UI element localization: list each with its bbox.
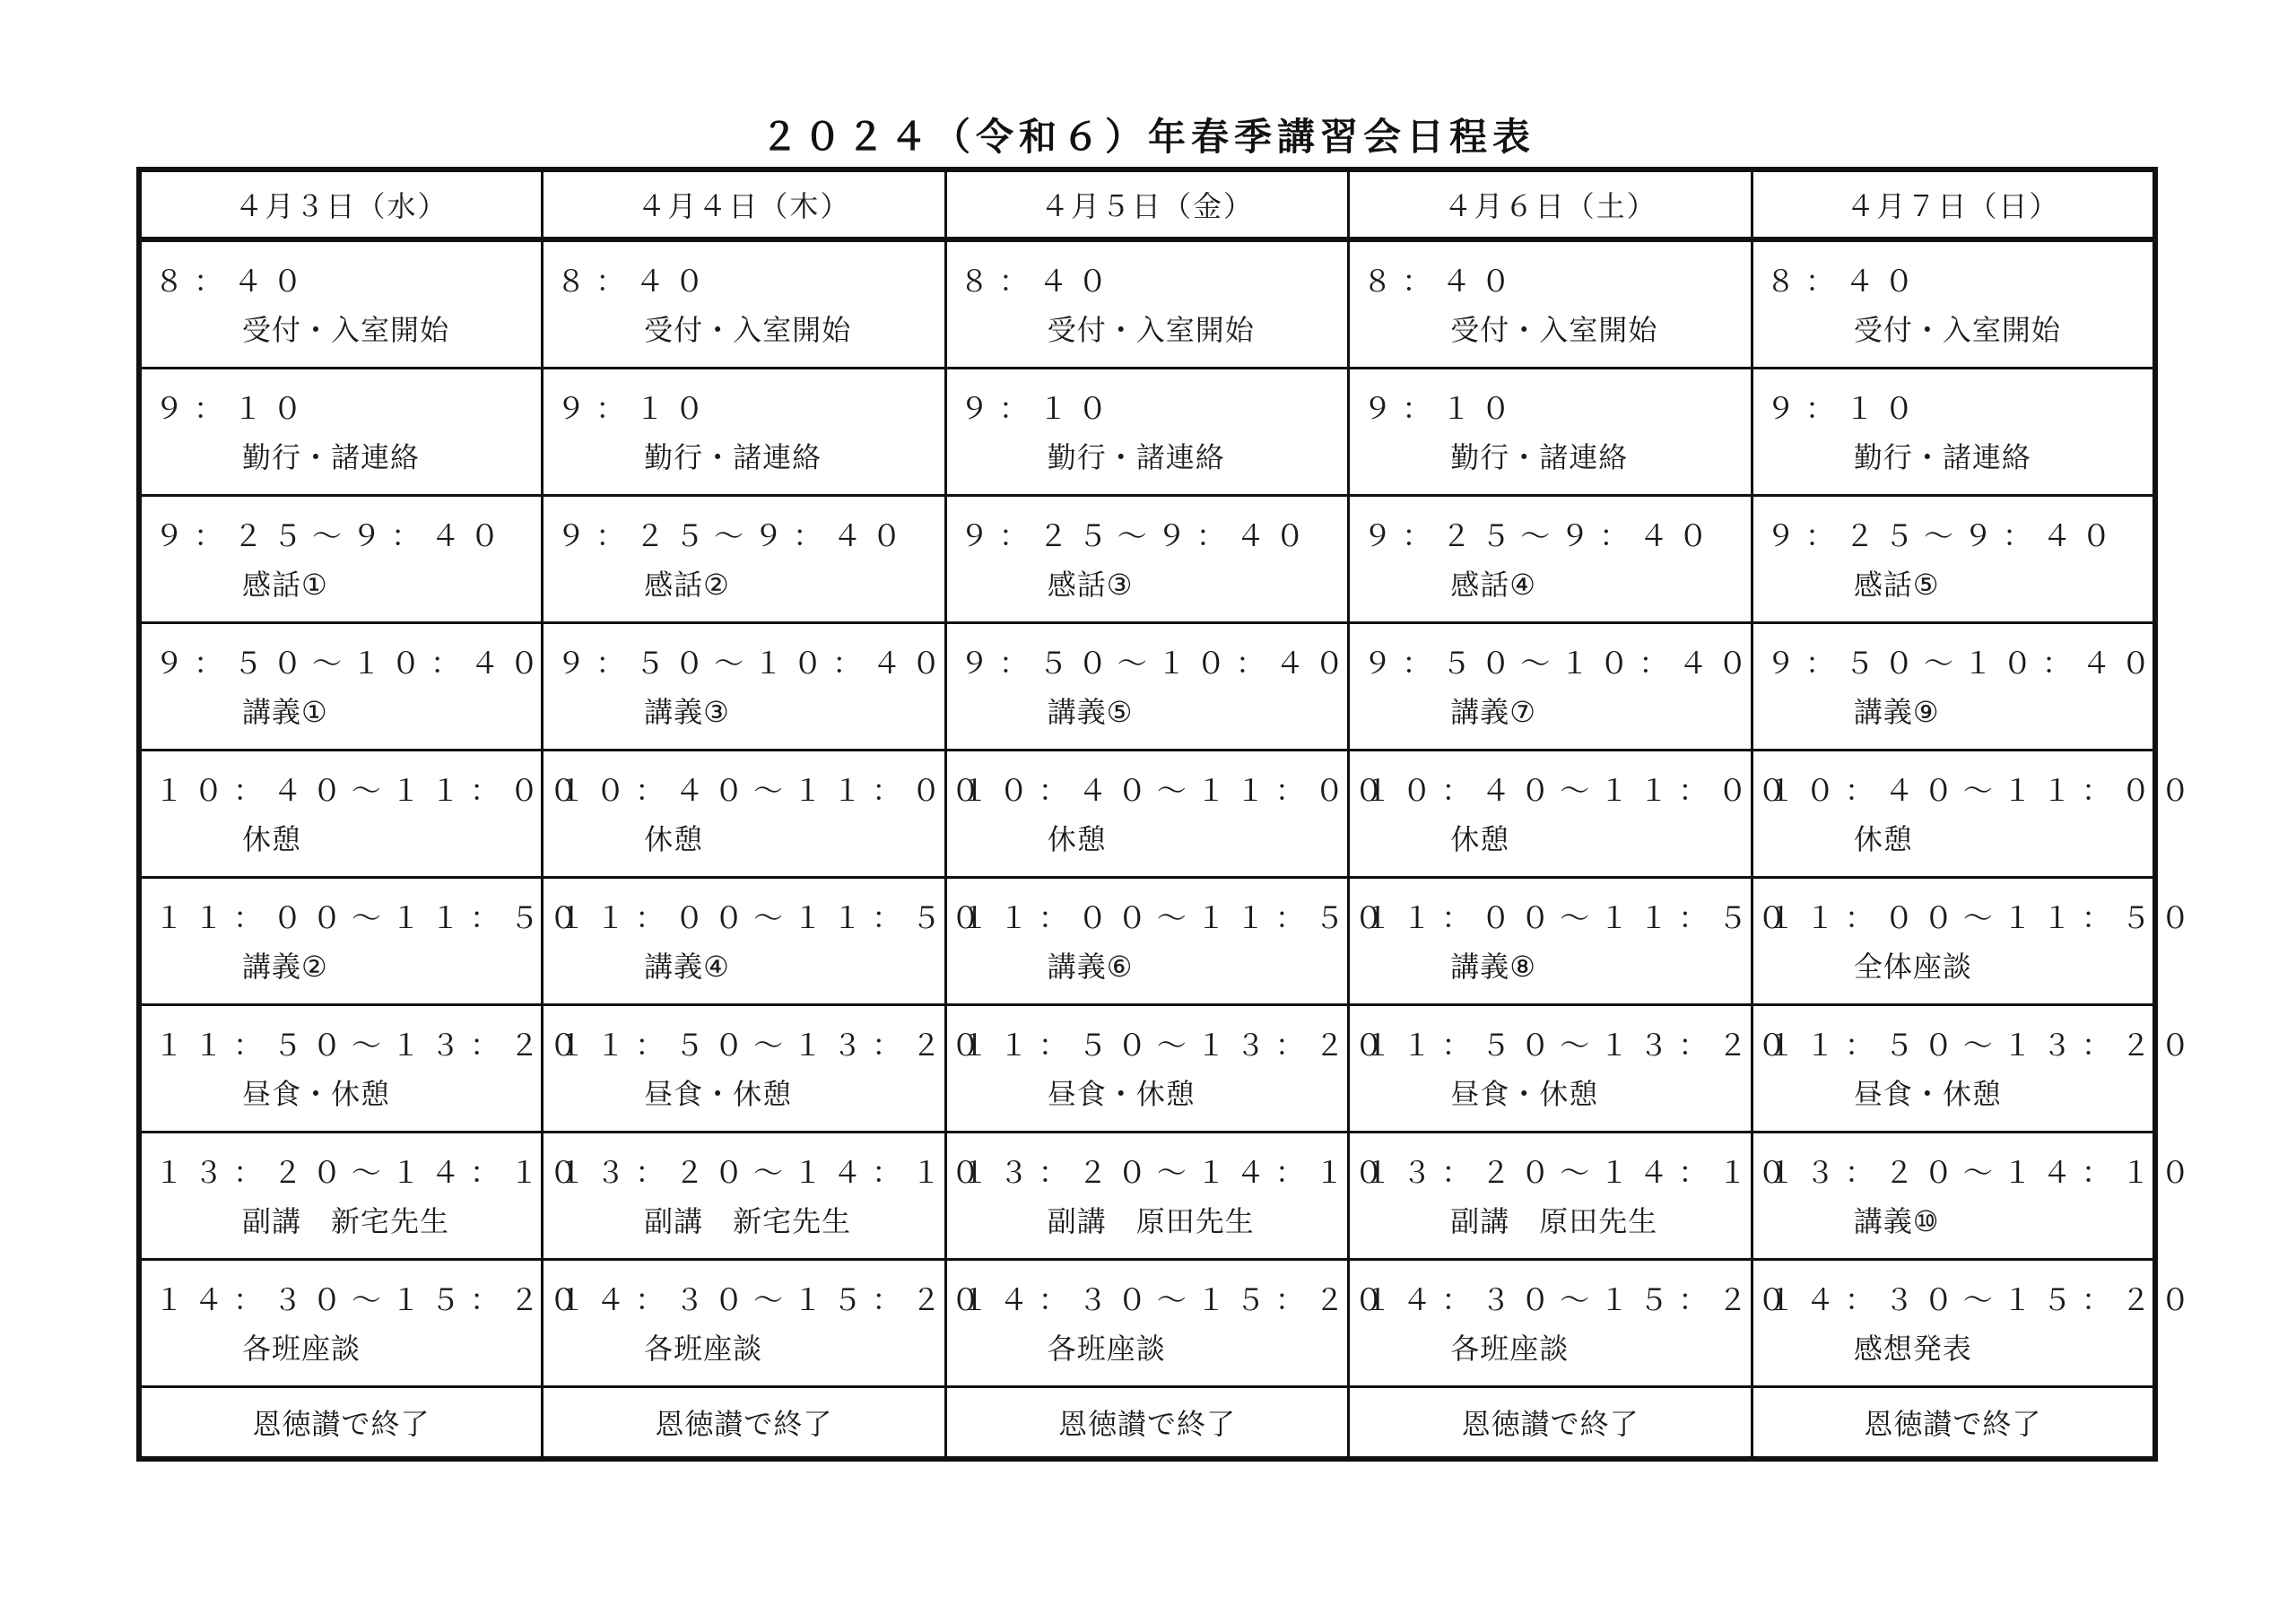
event-name: 感話② [644, 568, 730, 602]
event-name: 感話① [242, 568, 328, 602]
time-range: ９：２５〜９：４０ [959, 518, 1315, 553]
event-name: 講義③ [644, 695, 730, 729]
schedule-cell [945, 1260, 1394, 1387]
time-range: １３：２０〜１４：１０ [556, 1155, 991, 1190]
schedule-cell [945, 878, 1394, 1005]
schedule-cell [945, 239, 1349, 369]
schedule-cell [1752, 1133, 2200, 1260]
event-name: 感想発表 [1853, 1332, 1972, 1366]
time-range: １０：４０〜１１：００ [959, 773, 1394, 808]
time-range: ８：４０ [154, 264, 312, 299]
event-name: 休憩 [1853, 822, 1913, 856]
event-name: 勤行・諸連絡 [242, 440, 421, 474]
closing-cell: 恩徳讃で終了 [945, 1387, 1349, 1460]
time-range: １３：２０〜１４：１０ [959, 1155, 1394, 1190]
schedule-cell [1349, 623, 1758, 751]
event-name: 昼食・休憩 [644, 1077, 793, 1111]
schedule-row [139, 751, 2155, 878]
event-name: 休憩 [1450, 822, 1510, 856]
time-range: ９：１０ [1765, 391, 1924, 426]
page-title: ２０２４（令和６）年春季講習会日程表 [760, 115, 1535, 159]
schedule-cell [1752, 751, 2200, 878]
event-name: 感話③ [1047, 568, 1134, 602]
time-range: １４：３０〜１５：２０ [154, 1282, 588, 1317]
event-name: 感話⑤ [1853, 568, 1940, 602]
schedule-cell [1349, 496, 1752, 623]
event-name: 講義⑤ [1047, 695, 1134, 729]
schedule-cell [543, 878, 991, 1005]
schedule-cell [1752, 1260, 2200, 1387]
schedule-cell [1752, 623, 2161, 751]
event-name: 受付・入室開始 [242, 313, 450, 347]
event-name: 各班座談 [1047, 1332, 1166, 1366]
schedule-cell [139, 239, 543, 369]
schedule-cell [1349, 1260, 1797, 1387]
event-name: 副講 新宅先生 [242, 1204, 450, 1238]
time-range: １１：００〜１１：５０ [556, 900, 991, 935]
time-range: ９：１０ [154, 391, 312, 426]
event-name: 受付・入室開始 [1853, 313, 2061, 347]
event-name: 講義⑨ [1853, 695, 1940, 729]
schedule-cell [139, 1133, 588, 1260]
event-name: 講義⑩ [1853, 1204, 1940, 1238]
time-range: ９：２５〜９：４０ [154, 518, 509, 553]
schedule-cell [1349, 1133, 1797, 1260]
schedule-cell [1752, 878, 2200, 1005]
schedule-cell [1349, 369, 1752, 496]
time-range: ９：５０〜１０：４０ [556, 646, 952, 681]
time-range: ８：４０ [959, 264, 1118, 299]
time-range: １３：２０〜１４：１０ [154, 1155, 588, 1190]
event-name: 副講 新宅先生 [644, 1204, 852, 1238]
event-name: 休憩 [644, 822, 704, 856]
time-range: ９：２５〜９：４０ [1362, 518, 1718, 553]
time-range: ９：５０〜１０：４０ [154, 646, 549, 681]
time-range: ９：１０ [959, 391, 1118, 426]
time-range: １１：５０〜１３：２０ [556, 1028, 991, 1063]
time-range: １３：２０〜１４：１０ [1765, 1155, 2200, 1190]
schedule-cell [543, 1260, 991, 1387]
schedule-cell [139, 496, 543, 623]
event-name: 全体座談 [1853, 950, 1972, 984]
time-range: ８：４０ [556, 264, 715, 299]
schedule-cell [543, 623, 952, 751]
time-range: ８：４０ [1765, 264, 1924, 299]
schedule-cell [945, 623, 1354, 751]
event-name: 昼食・休憩 [242, 1077, 391, 1111]
event-name: 昼食・休憩 [1450, 1077, 1599, 1111]
schedule-cell [945, 369, 1349, 496]
schedule-cell [543, 369, 946, 496]
time-range: １０：４０〜１１：００ [1765, 773, 2200, 808]
schedule-cell [139, 878, 588, 1005]
schedule-cell [1349, 878, 1797, 1005]
date-header: ４月３日（水） [139, 169, 543, 239]
schedule-row [139, 239, 2155, 369]
schedule-row [139, 1005, 2155, 1133]
event-name: 勤行・諸連絡 [1047, 440, 1225, 474]
time-range: １４：３０〜１５：２０ [1765, 1282, 2200, 1317]
date-header: ４月６日（土） [1349, 169, 1752, 239]
schedule-cell [1752, 496, 2155, 623]
schedule-row [139, 1260, 2155, 1387]
time-range: １１：００〜１１：５０ [154, 900, 588, 935]
time-range: ９：５０〜１０：４０ [1765, 646, 2161, 681]
event-name: 各班座談 [644, 1332, 763, 1366]
schedule-cell [1752, 1005, 2200, 1133]
date-header: ４月７日（日） [1752, 169, 2155, 239]
schedule-cell [543, 496, 946, 623]
time-range: ８：４０ [1362, 264, 1521, 299]
closing-row [139, 1387, 2155, 1460]
event-name: 講義⑧ [1450, 950, 1536, 984]
schedule-cell [139, 369, 543, 496]
event-name: 勤行・諸連絡 [1450, 440, 1629, 474]
schedule-cell [139, 1260, 588, 1387]
event-name: 昼食・休憩 [1047, 1077, 1196, 1111]
event-name: 講義② [242, 950, 328, 984]
schedule-cell [945, 1133, 1394, 1260]
event-name: 勤行・諸連絡 [1853, 440, 2031, 474]
time-range: １１：５０〜１３：２０ [154, 1028, 588, 1063]
time-range: １１：５０〜１３：２０ [1362, 1028, 1797, 1063]
schedule-row [139, 878, 2155, 1005]
event-name: 休憩 [1047, 822, 1107, 856]
event-name: 各班座談 [1450, 1332, 1570, 1366]
schedule-cell [1752, 239, 2155, 369]
schedule-cell [1349, 751, 1797, 878]
schedule-cell [543, 751, 991, 878]
schedule-cell [543, 1005, 991, 1133]
event-name: 休憩 [242, 822, 302, 856]
time-range: １０：４０〜１１：００ [556, 773, 991, 808]
time-range: １１：００〜１１：５０ [1765, 900, 2200, 935]
date-header-row [139, 169, 2155, 239]
time-range: １４：３０〜１５：２０ [1362, 1282, 1797, 1317]
closing-cell: 恩徳讃で終了 [1349, 1387, 1752, 1460]
schedule-cell [139, 1005, 588, 1133]
time-range: １１：５０〜１３：２０ [959, 1028, 1394, 1063]
event-name: 副講 原田先生 [1047, 1204, 1255, 1238]
schedule-cell [543, 1133, 991, 1260]
event-name: 受付・入室開始 [1450, 313, 1658, 347]
event-name: 副講 原田先生 [1450, 1204, 1658, 1238]
time-range: １１：００〜１１：５０ [959, 900, 1394, 935]
event-name: 受付・入室開始 [644, 313, 852, 347]
event-name: 感話④ [1450, 568, 1536, 602]
time-range: ９：２５〜９：４０ [1765, 518, 2121, 553]
schedule-cell [139, 623, 549, 751]
schedule-cell [945, 1005, 1394, 1133]
schedule-cell [543, 239, 946, 369]
schedule-cell [139, 751, 588, 878]
schedule-row [139, 496, 2155, 623]
event-name: 各班座談 [242, 1332, 361, 1366]
schedule-row [139, 623, 2155, 751]
time-range: １１：００〜１１：５０ [1362, 900, 1797, 935]
date-header: ４月４日（木） [543, 169, 946, 239]
event-name: 昼食・休憩 [1853, 1077, 2002, 1111]
closing-cell: 恩徳讃で終了 [543, 1387, 946, 1460]
time-range: ９：１０ [1362, 391, 1521, 426]
time-range: １４：３０〜１５：２０ [556, 1282, 991, 1317]
schedule-cell [945, 496, 1349, 623]
time-range: １３：２０〜１４：１０ [1362, 1155, 1797, 1190]
event-name: 講義⑦ [1450, 695, 1536, 729]
time-range: ９：１０ [556, 391, 715, 426]
event-name: 講義① [242, 695, 328, 729]
schedule-cell [1349, 239, 1752, 369]
schedule-cell [1752, 369, 2155, 496]
event-name: 講義⑥ [1047, 950, 1134, 984]
time-range: ９：５０〜１０：４０ [1362, 646, 1758, 681]
schedule-row [139, 1133, 2155, 1260]
schedule-table [136, 167, 2200, 1462]
schedule-cell [1349, 1005, 1797, 1133]
time-range: ９：２５〜９：４０ [556, 518, 912, 553]
closing-cell: 恩徳讃で終了 [1752, 1387, 2155, 1460]
event-name: 勤行・諸連絡 [644, 440, 822, 474]
time-range: １４：３０〜１５：２０ [959, 1282, 1394, 1317]
schedule-row [139, 369, 2155, 496]
closing-cell: 恩徳讃で終了 [139, 1387, 543, 1460]
event-name: 受付・入室開始 [1047, 313, 1255, 347]
event-name: 講義④ [644, 950, 730, 984]
time-range: ９：５０〜１０：４０ [959, 646, 1354, 681]
date-header: ４月５日（金） [945, 169, 1349, 239]
time-range: １１：５０〜１３：２０ [1765, 1028, 2200, 1063]
time-range: １０：４０〜１１：００ [154, 773, 588, 808]
time-range: １０：４０〜１１：００ [1362, 773, 1797, 808]
schedule-cell [945, 751, 1394, 878]
